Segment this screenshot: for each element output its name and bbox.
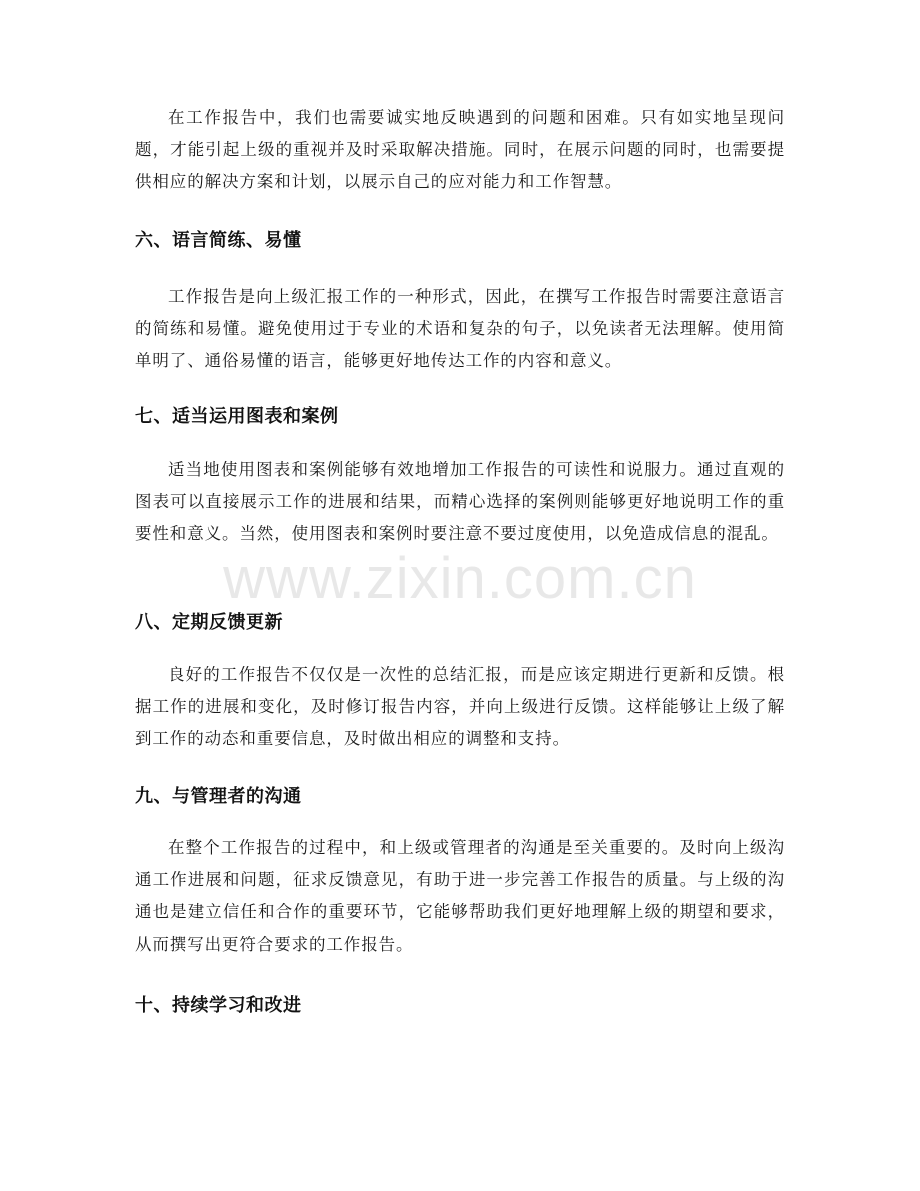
section-heading-9: 九、与管理者的沟通: [135, 786, 302, 807]
intro-paragraph: 在工作报告中，我们也需要诚实地反映遇到的问题和困难。只有如实地呈现问题，才能引起上级的重视并及时采取解决措施。同时，在展示问题的同时，也需要提供相应的解决方案和计划，以展示自己的应对能力和工作智慧。: [135, 108, 785, 192]
watermark-text: www.zixin.com.cn: [223, 546, 697, 611]
section-paragraph-8: 良好的工作报告不仅仅是一次性的总结汇报，而是应该定期进行更新和反馈。根据工作的进展和变化，及时修订报告内容，并向上级进行反馈。这样能够让上级了解到工作的动态和重要信息，及时做出相应的调整和支持。: [135, 665, 785, 749]
section-heading-6: 六、语言简练、易懂: [135, 230, 302, 251]
section-heading-8: 八、定期反馈更新: [135, 612, 283, 633]
section-heading-10: 十、持续学习和改进: [135, 995, 302, 1016]
section-paragraph-9: 在整个工作报告的过程中，和上级或管理者的沟通是至关重要的。及时向上级沟通工作进展和问题，征求反馈意见，有助于进一步完善工作报告的质量。与上级的沟通也是建立信任和合作的重要环节，它能够帮助我们更好地理解上级的期望和要求，从而撰写出更符合要求的工作报告。: [135, 838, 785, 954]
section-paragraph-6: 工作报告是向上级汇报工作的一种形式，因此，在撰写工作报告时需要注意语言的简练和易懂。避免使用过于专业的术语和复杂的句子，以免读者无法理解。使用简单明了、通俗易懂的语言，能够更好地传达工作的内容和意义。: [135, 287, 785, 371]
section-heading-7: 七、适当运用图表和案例: [135, 406, 339, 427]
section-paragraph-7: 适当地使用图表和案例能够有效地增加工作报告的可读性和说服力。通过直观的图表可以直接展示工作的进展和结果，而精心选择的案例则能够更好地说明工作的重要性和意义。当然，使用图表和案例时要注意不要过度使用，以免造成信息的混乱。: [135, 460, 785, 544]
